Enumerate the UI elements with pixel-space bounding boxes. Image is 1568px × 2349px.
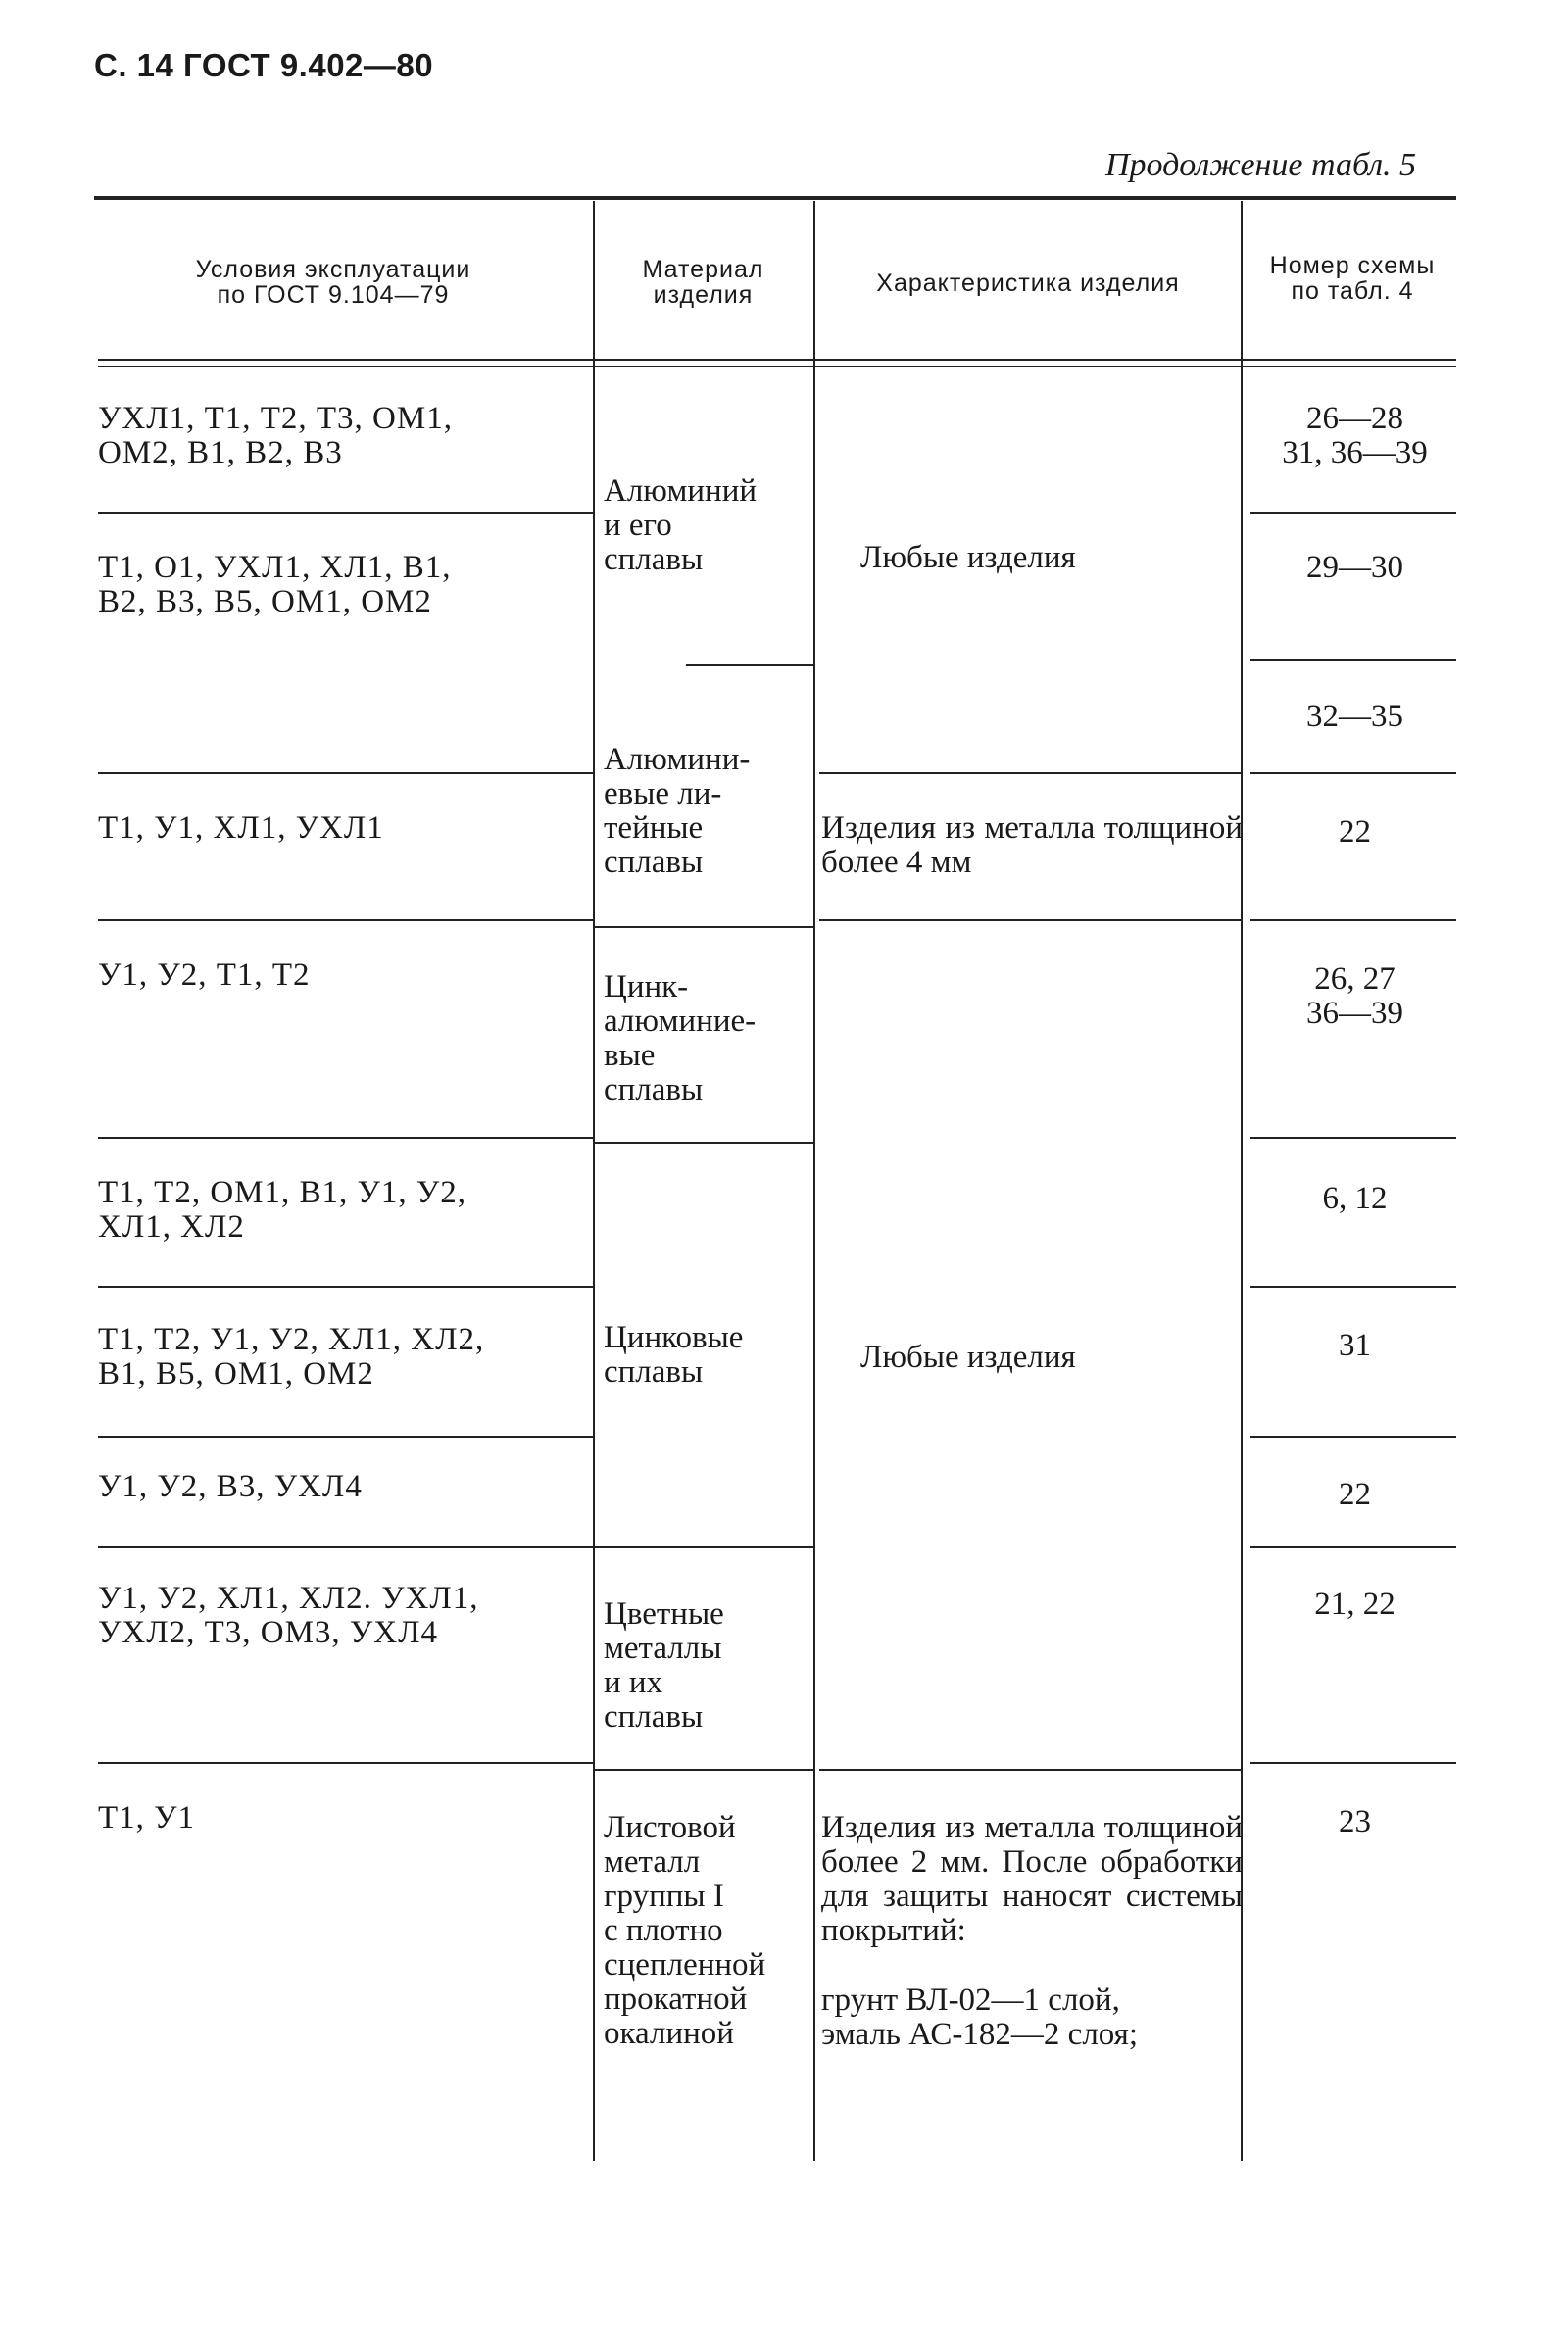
material-cell: Алюминий и его сплавы [604,473,758,577]
material-cell: Цинк- алюминие- вые сплавы [604,969,757,1107]
table-continuation-label: Продолжение табл. 5 [1105,147,1417,183]
char-rule-1 [819,772,1241,774]
column-header-characteristic: Характеристика изделия [876,269,1180,297]
num-rule-9 [1250,1762,1456,1764]
char-rule-2 [819,919,1241,921]
conditions-cell: У1, У2, В3, УХЛ4 [98,1469,363,1504]
num-rule-3 [1250,772,1456,774]
num-rule-7 [1250,1436,1456,1438]
num-rule-1 [1250,512,1456,514]
num-rule-2 [1250,659,1456,661]
conditions-cell: УХЛ1, Т1, Т2, Т3, ОМ1, ОМ2, В1, В2, В3 [98,401,453,470]
header-bottom-rule [98,359,1456,361]
char-rule-3 [819,1769,1241,1771]
scheme-number-cell: 31 [1339,1328,1371,1363]
scheme-number-cell: 26—28 31, 36—39 [1282,401,1428,470]
conditions-cell: У1, У2, ХЛ1, ХЛ2. УХЛ1, УХЛ2, Т3, ОМ3, УХЛ4 [98,1581,479,1650]
conditions-cell: Т1, Т2, ОМ1, В1, У1, У2, ХЛ1, ХЛ2 [98,1175,466,1245]
characteristic-cell: Любые изделия [860,1340,1076,1375]
scheme-number-cell: 29—30 [1306,550,1403,585]
header-bottom-rule-2 [98,366,1456,367]
scheme-number-cell: 6, 12 [1322,1181,1388,1216]
cond-rule-6 [98,1436,593,1438]
material-cell: Цветные металлы и их сплавы [604,1596,724,1735]
column-header-scheme: Номер схемы по табл. 4 [1269,252,1436,305]
scheme-number-cell: 32—35 [1306,699,1403,734]
material-cell: Цинковые сплавы [604,1320,744,1390]
column-header-material: Материал изделия [642,256,764,309]
mat-rule-3 [593,1142,813,1144]
num-rule-8 [1250,1546,1456,1548]
cond-rule-2 [98,772,593,774]
cond-rule-1 [98,512,593,514]
page-header: С. 14 ГОСТ 9.402—80 [94,47,434,83]
cond-rule-7 [98,1546,593,1548]
material-cell: Алюмини- евые ли- тейные сплавы [604,742,751,880]
num-rule-4 [1250,919,1456,921]
mat-rule-1 [686,664,813,666]
num-rule-6 [1250,1286,1456,1288]
cond-rule-3 [98,919,593,921]
cond-rule-4 [98,1137,593,1139]
scheme-number-cell: 22 [1339,1477,1371,1512]
mat-rule-5 [593,1769,813,1771]
characteristic-cell: Изделия из металла толщиной более 4 мм [821,810,1243,880]
num-rule-5 [1250,1137,1456,1139]
conditions-cell: Т1, Т2, У1, У2, ХЛ1, ХЛ2, В1, В5, ОМ1, ОМ2 [98,1322,485,1392]
table-top-rule [94,196,1456,200]
mat-rule-2 [593,926,813,928]
conditions-cell: Т1, О1, УХЛ1, ХЛ1, В1, В2, В3, В5, ОМ1, ОМ2 [98,550,452,619]
material-cell: Листовой металл группы I с плотно сцепленной прокатной окалиной [604,1810,766,2051]
conditions-cell: У1, У2, Т1, Т2 [98,957,311,993]
scheme-number-cell: 22 [1339,814,1371,850]
scheme-number-cell: 21, 22 [1314,1587,1396,1622]
characteristic-cell: Любые изделия [860,540,1076,575]
conditions-cell: Т1, У1, ХЛ1, УХЛ1 [98,810,384,846]
column-divider-1 [593,201,595,2161]
scheme-number-cell: 26, 27 36—39 [1306,961,1403,1031]
mat-rule-4 [593,1546,813,1548]
characteristic-cell: Изделия из металла толщиной более 2 мм. После обработки для защиты наносят системы покрытий: [821,1810,1243,1948]
cond-rule-5 [98,1286,593,1288]
scheme-number-cell: 23 [1339,1804,1371,1839]
cond-rule-8 [98,1762,593,1764]
column-header-conditions: Условия эксплуатации по ГОСТ 9.104—79 [195,256,471,309]
characteristic-cell: грунт ВЛ-02—1 слой, эмаль АС-182—2 слоя; [821,1982,1139,2052]
conditions-cell: Т1, У1 [98,1800,196,1835]
